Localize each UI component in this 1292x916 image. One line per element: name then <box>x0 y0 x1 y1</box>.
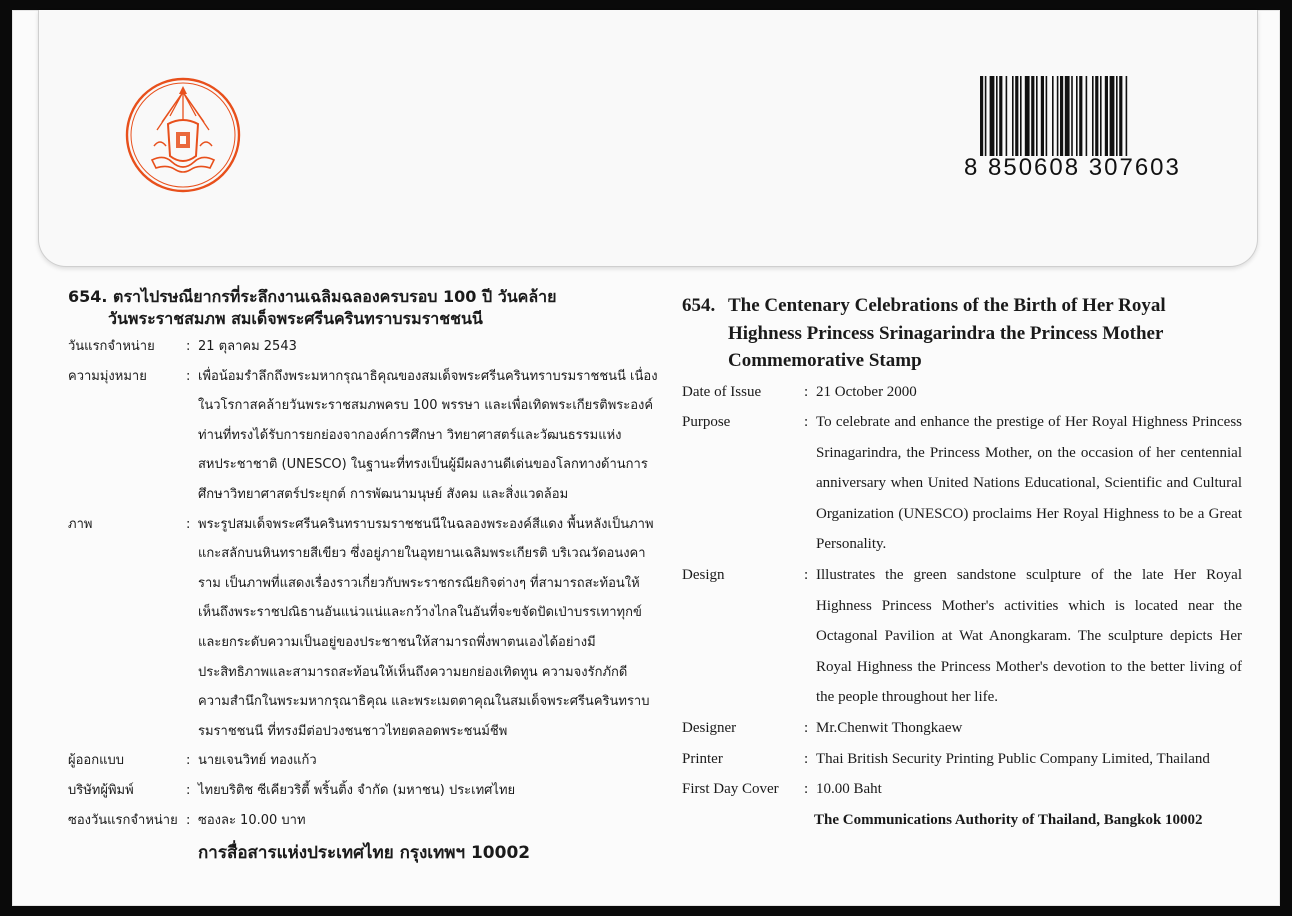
barcode-bar <box>985 76 987 156</box>
barcode-bar <box>1020 76 1022 156</box>
barcode-bar <box>1057 76 1059 156</box>
english-title-line1: The Centenary Celebrations of the Birth of Her Royal <box>728 295 1166 316</box>
thai-value: เพื่อน้อมรำลึกถึงพระมหากรุณาธิคุณของสมเด็จพระศรีนครินทราบรมราชชนนี เนื่องในวโรกาสคล้ายวันพระราชสมภพครบ 100 พรรษา และเพื่อเทิดพระเกียรติพระองค์ท่านที่ทรงได้รับการยกย่องจากองค์การศึกษา วิทยาศาสตร์และวัฒนธรรมแห่งสหประชาชาติ (UNESCO) ในฐานะที่ทรงเป็นผู้มีผลงานดีเด่นของโลกทางด้านการศึกษาวิทยาศาสตร์ประยุกต์ การพัฒนามนุษย์ สังคม และสิ่งแวดล้อม <box>198 368 658 502</box>
english-label: First Day Cover <box>682 781 779 798</box>
barcode-bar <box>1126 76 1128 156</box>
english-label: Date of Issue <box>682 383 762 400</box>
english-label: Designer <box>682 720 737 737</box>
barcode-bar <box>1092 76 1094 156</box>
thai-row-printer <box>68 776 658 806</box>
thai-row-designer <box>68 746 658 776</box>
english-row-printer <box>682 744 1242 775</box>
thai-title-line1: 654. ตราไปรษณียากรที่ระลึกงานเฉลิมฉลองครบรอบ 100 ปี วันคล้าย <box>68 287 557 306</box>
thai-row-purpose <box>68 362 658 510</box>
english-title-line2: Highness Princess Srinagarindra the Princess Mother <box>728 322 1164 344</box>
stamp-number: 654. <box>682 295 716 316</box>
barcode-bar <box>1015 76 1018 156</box>
colon: : <box>186 516 191 532</box>
colon: : <box>186 812 191 828</box>
royal-seal-emblem <box>124 76 242 194</box>
colon: : <box>804 750 809 767</box>
english-row-designer <box>682 713 1242 744</box>
barcode <box>964 76 1181 182</box>
barcode-bar <box>1095 76 1098 156</box>
english-row-purpose <box>682 407 1242 560</box>
colon: : <box>186 339 191 354</box>
english-value: Illustrates the green sandstone sculpture of the late Her Royal Highness Princess Mother's activities which is located near the Octagonal Pavilion at Wat Anongkaram. The sculpture depicts Her Royal Highness the Princess Mother's devotion to the better living of the people throughout her life. <box>816 567 1242 706</box>
barcode-bar <box>1119 76 1122 156</box>
colon: : <box>186 782 191 798</box>
english-footer: The Communications Authority of Thailand, Bangkok 10002 <box>814 811 1203 828</box>
barcode-bar <box>1086 76 1088 156</box>
barcode-bar <box>980 76 983 156</box>
barcode-bar <box>1025 76 1030 156</box>
colon: : <box>804 414 809 431</box>
english-value: Mr.Chenwit Thongkaew <box>816 720 963 737</box>
english-value: To celebrate and enhance the prestige of Her Royal Highness Princess Srinagarindra, the Princess Mother, on the occasion of her centennial anniversary when United Nations Educational, Scientific and Cultural Organization (UNESCO) proclaims Her Royal Highness to be a Great Personality. <box>816 414 1242 553</box>
english-value: Thai British Security Printing Public Company Limited, Thailand <box>816 750 1210 767</box>
barcode-bar <box>996 76 998 156</box>
thai-row-design <box>68 510 658 747</box>
thai-value: 21 ตุลาคม 2543 <box>198 339 297 354</box>
colon: : <box>804 383 809 400</box>
colon: : <box>804 720 809 737</box>
english-label: Purpose <box>682 414 731 431</box>
colon: : <box>804 567 809 584</box>
barcode-bar <box>1116 76 1118 156</box>
barcode-bar <box>1006 76 1008 156</box>
barcode-bar <box>1076 76 1078 156</box>
thai-label: ผู้ออกแบบ <box>68 753 124 769</box>
barcode-bar <box>1036 76 1038 156</box>
thai-label: ความมุ่งหมาย <box>68 368 147 384</box>
thai-row-first-day-cover <box>68 806 658 836</box>
english-label: Design <box>682 567 725 584</box>
thai-label: วันแรกจำหน่าย <box>68 339 155 354</box>
english-title-line3: Commemorative Stamp <box>728 350 922 371</box>
barcode-bar <box>1046 76 1048 156</box>
english-title <box>682 292 1242 375</box>
english-label: Printer <box>682 750 723 767</box>
thai-label: ซองวันแรกจำหน่าย <box>68 812 178 828</box>
barcode-bar <box>990 76 995 156</box>
thai-value: ซองละ 10.00 บาท <box>198 812 306 828</box>
thai-value: นายเจนวิทย์ ทองแก้ว <box>198 753 317 769</box>
thai-value: ไทยบริติช ซีเคียวริตี้ พริ้นติ้ง จำกัด (มหาชน) ประเทศไทย <box>198 782 516 798</box>
barcode-bar <box>1060 76 1063 156</box>
english-row-date-of-issue <box>682 377 1242 408</box>
english-description <box>682 292 1242 835</box>
thai-value: พระรูปสมเด็จพระศรีนครินทราบรมราชชนนีในฉลองพระองค์สีแดง พื้นหลังเป็นภาพแกะสลักบนหินทรายสีเขียว ซึ่งอยู่ภายในอุทยานเฉลิมพระเกียรติ บริเวณวัดอนงคาราม เป็นภาพที่แสดงเรื่องราวเกี่ยวกับพระราชกรณียกิจต่างๆ ที่สามารถสะท้อนให้เห็นถึงพระราชปณิธานอันแน่วแน่และกว้างไกลในอันที่จะขจัดปัดเป่าบรรเทาทุกข์และยกระดับความเป็นอยู่ของประชาชนให้สามารถพึ่งพาตนเองได้อย่างมีประสิทธิภาพและสามารถสะท้อนให้เห็นถึงความยกย่องเทิดทูน ความจงรักภักดี ความสำนึกในพระมหากรุณาธิคุณ และพระเมตตาคุณในสมเด็จพระศรีนครินทราบรมราชชนนี ที่ทรงมีต่อปวงชนชาวไทยตลอดพระชนม์ชีพ <box>198 516 654 739</box>
thai-label: ภาพ <box>68 516 93 532</box>
barcode-bar <box>1071 76 1073 156</box>
english-value: 21 October 2000 <box>816 383 917 400</box>
barcode-bar <box>1031 76 1034 156</box>
barcode-bar <box>999 76 1002 156</box>
thai-row-issue-date <box>68 332 658 362</box>
thai-footer: การสื่อสารแห่งประเทศไทย กรุงเทพฯ 10002 <box>198 843 531 864</box>
thai-title-line2: วันพระราชสมภพ สมเด็จพระศรีนครินทราบรมราชชนนี <box>108 309 483 328</box>
barcode-bar <box>1100 76 1102 156</box>
barcode-bar <box>1041 76 1044 156</box>
thai-description <box>68 286 658 869</box>
colon: : <box>804 781 809 798</box>
barcode-digits: 8 850608 307603 <box>964 154 1181 181</box>
barcode-bar <box>1012 76 1014 156</box>
barcode-bar <box>1110 76 1115 156</box>
english-value: 10.00 Baht <box>816 781 882 798</box>
english-row-design <box>682 560 1242 713</box>
barcode-bar <box>1052 76 1054 156</box>
barcode-bar <box>1105 76 1108 156</box>
english-row-first-day-cover <box>682 774 1242 805</box>
thai-label: บริษัทผู้พิมพ์ <box>68 782 134 798</box>
barcode-bars <box>978 76 1178 156</box>
barcode-bar <box>1079 76 1082 156</box>
colon: : <box>186 368 191 384</box>
colon: : <box>186 753 191 769</box>
envelope-back <box>12 10 1280 906</box>
barcode-bar <box>1065 76 1070 156</box>
